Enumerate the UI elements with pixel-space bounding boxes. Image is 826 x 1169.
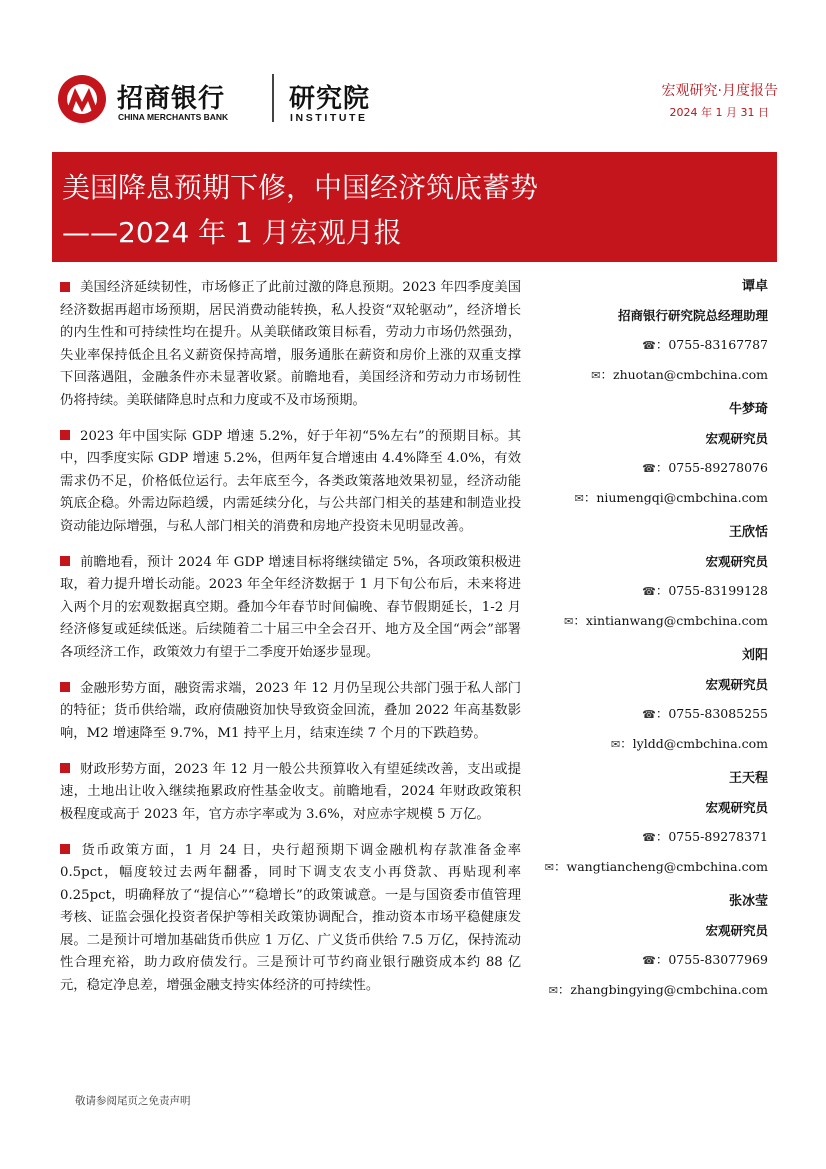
summary-paragraph bbox=[60, 277, 521, 412]
envelope-icon: ✉ bbox=[591, 369, 601, 382]
author-title: 招商银行研究院总经理助理 bbox=[617, 308, 768, 323]
author-phone-number: 0755-83167787 bbox=[668, 337, 768, 352]
author-title: 宏观研究员 bbox=[705, 431, 768, 446]
author-email-address[interactable]: lyldd@cmbchina.com bbox=[632, 736, 768, 751]
author-email: ✉：wangtiancheng@cmbchina.com bbox=[544, 859, 768, 874]
summary-text: 财政形势方面，2023 年 12 月一般公共预算收入有望延续改善，支出或提速，土地出让收入继续拖累政府性基金收支。前瞻地看，2024 年财政政策积极程度或高于 2023 年，官方赤字率或为 3.6%，对应赤字规模 5 万亿。 bbox=[60, 761, 521, 822]
author-phone-number: 0755-89278371 bbox=[668, 829, 768, 844]
footer-disclaimer: 敬请参阅尾页之免责声明 bbox=[75, 1095, 191, 1107]
bullet-square-icon bbox=[60, 763, 70, 773]
author-name: 谭卓 bbox=[741, 279, 768, 294]
summary-text: 美国经济延续韧性，市场修正了此前过激的降息预期。2023 年四季度美国经济数据再超市场预期，居民消费动能转换，私人投资“双轮驱动”，经济增长的内生性和可持续性均在提升。从美联储政策目标看，劳动力市场仍然强劲，失业率保持低企且名义薪资保持高增，服务通胀在薪资和房价上涨的双重支撑下回落遇阻，金融条件亦未显著收紧。前瞻地看，美国经济和劳动力市场韧性仍将持续。美联储降息时点和力度或不及市场预期。 bbox=[60, 280, 521, 408]
summary-paragraph bbox=[60, 678, 521, 746]
summary-paragraph bbox=[60, 552, 521, 665]
author-phone: ☎：0755-83077969 bbox=[642, 952, 768, 967]
author-phone-number: 0755-83199128 bbox=[668, 583, 768, 598]
summary-text: 前瞻地看，预计 2024 年 GDP 增速目标将继续锚定 5%，各项政策积极进取，着力提升增长动能。2023 年全年经济数据于 1 月下旬公布后，未来将进入两个月的宏观数据真空期。叠加今年春节时间偏晚、春节假期延长，1-2 月经济修复或延续低迷。后续随着二十届三中全会召开、地方及全国“两会”部署各项经济工作，政策效力有望于二季度开始逐步显现。 bbox=[60, 554, 521, 660]
cmb-logo bbox=[57, 72, 387, 128]
bullet-square-icon bbox=[60, 430, 70, 440]
report-title: 美国降息预期下修，中国经济筑底蓄势 bbox=[62, 171, 539, 204]
author-card bbox=[528, 400, 768, 509]
author-email: ✉：xintianwang@cmbchina.com bbox=[564, 613, 768, 628]
bullet-square-icon bbox=[60, 282, 70, 292]
summary-paragraph bbox=[60, 426, 521, 539]
logo-institute-name-en: INSTITUTE bbox=[290, 112, 368, 124]
phone-icon: ☎ bbox=[642, 585, 656, 598]
author-phone: ☎：0755-89278371 bbox=[642, 829, 768, 844]
phone-icon: ☎ bbox=[642, 831, 656, 844]
author-card bbox=[528, 892, 768, 1001]
author-email: ✉：lyldd@cmbchina.com bbox=[610, 736, 768, 751]
author-name: 牛梦琦 bbox=[728, 402, 768, 417]
author-phone: ☎：0755-83167787 bbox=[642, 337, 768, 352]
report-date: 2024 年 1 月 31 日 bbox=[669, 106, 769, 119]
summary-paragraph bbox=[60, 840, 521, 998]
author-card bbox=[528, 523, 768, 632]
author-phone-number: 0755-83085255 bbox=[668, 706, 768, 721]
author-card bbox=[528, 769, 768, 878]
summary-text: 货币政策方面，1 月 24 日，央行超预期下调金融机构存款准备金率 0.5pct，幅度较过去两年翻番，同时下调支农支小再贷款、再贴现利率 0.25pct，明确释放了“提信心”“稳增长”的政策诚意。一是与国资委市值管理考核、证监会强化投资者保护等相关政策协调配合，推动资本市场平稳健康发展。二是预计可增加基础货币供应 1 万亿、广义货币供给 7.5 万亿，保持流动性合理充裕，助力政府债发行。三是预计可节约商业银行融资成本约 88 亿元，稳定净息差，增强金融支持实体经济的可持续性。 bbox=[60, 842, 521, 993]
author-name: 张冰莹 bbox=[728, 894, 768, 909]
author-email: ✉：niumengqi@cmbchina.com bbox=[574, 490, 768, 505]
logo-bank-name: 招商银行 bbox=[117, 84, 226, 114]
author-title: 宏观研究员 bbox=[705, 800, 768, 815]
phone-icon: ☎ bbox=[642, 708, 656, 721]
report-type: 宏观研究·月度报告 bbox=[661, 83, 778, 99]
envelope-icon: ✉ bbox=[548, 984, 558, 997]
author-email-address[interactable]: xintianwang@cmbchina.com bbox=[585, 613, 768, 628]
author-card bbox=[528, 277, 768, 386]
author-title: 宏观研究员 bbox=[705, 677, 768, 692]
author-email-address[interactable]: zhangbingying@cmbchina.com bbox=[570, 982, 768, 997]
author-name: 王欣恬 bbox=[728, 525, 768, 540]
author-title: 宏观研究员 bbox=[705, 923, 768, 938]
summary-text: 2023 年中国实际 GDP 增速 5.2%，好于年初“5%左右”的预期目标。其中，四季度实际 GDP 增速 5.2%，但两年复合增速由 4.4%降至 4.0%，有效需求仍不足，价格低位运行。去年底至今，各类政策落地效果初显，经济动能筑底企稳。外需边际趋缓，内需延续分化，与公共部门相关的基建和制造业投资动能边际增强，与私人部门相关的消费和房地产投资未见明显改善。 bbox=[60, 428, 521, 534]
logo-bank-name-en: CHINA MERCHANTS BANK bbox=[118, 112, 229, 122]
author-name: 刘阳 bbox=[741, 648, 768, 663]
bullet-square-icon bbox=[60, 556, 70, 566]
cmb-logo-mark-icon bbox=[57, 74, 107, 124]
envelope-icon: ✉ bbox=[564, 615, 574, 628]
summary-text: 金融形势方面，融资需求端，2023 年 12 月仍呈现公共部门强于私人部门的特征；货币供给端，政府债融资加快导致资金回流，叠加 2022 年高基数影响，M2 增速降至 9.7%，M1 持平上月，结束连续 7 个月的下跌趋势。 bbox=[60, 680, 521, 741]
author-email: ✉：zhuotan@cmbchina.com bbox=[591, 367, 768, 382]
report-subtitle: ——2024 年 1 月宏观月报 bbox=[62, 216, 402, 249]
author-list bbox=[528, 277, 768, 1015]
logo-institute-name: 研究院 bbox=[289, 84, 371, 114]
summary-paragraph bbox=[60, 759, 521, 827]
author-email-address[interactable]: niumengqi@cmbchina.com bbox=[596, 490, 768, 505]
bullet-square-icon bbox=[60, 844, 70, 854]
logo-divider bbox=[272, 74, 274, 122]
author-phone: ☎：0755-89278076 bbox=[642, 460, 768, 475]
author-email-address[interactable]: wangtiancheng@cmbchina.com bbox=[566, 859, 768, 874]
envelope-icon: ✉ bbox=[544, 861, 554, 874]
summary-section bbox=[60, 277, 521, 1011]
author-card bbox=[528, 646, 768, 755]
envelope-icon: ✉ bbox=[610, 738, 621, 751]
author-phone-number: 0755-89278076 bbox=[668, 460, 768, 475]
author-title: 宏观研究员 bbox=[705, 554, 768, 569]
author-email-address[interactable]: zhuotan@cmbchina.com bbox=[613, 367, 768, 382]
author-email: ✉：zhangbingying@cmbchina.com bbox=[548, 982, 768, 997]
phone-icon: ☎ bbox=[642, 462, 656, 475]
phone-icon: ☎ bbox=[642, 339, 656, 352]
phone-icon: ☎ bbox=[642, 954, 656, 967]
author-name: 王天程 bbox=[728, 771, 768, 786]
author-phone: ☎：0755-83085255 bbox=[642, 706, 768, 721]
bullet-square-icon bbox=[60, 682, 70, 692]
author-phone-number: 0755-83077969 bbox=[668, 952, 768, 967]
envelope-icon: ✉ bbox=[574, 492, 584, 505]
author-phone: ☎：0755-83199128 bbox=[642, 583, 768, 598]
